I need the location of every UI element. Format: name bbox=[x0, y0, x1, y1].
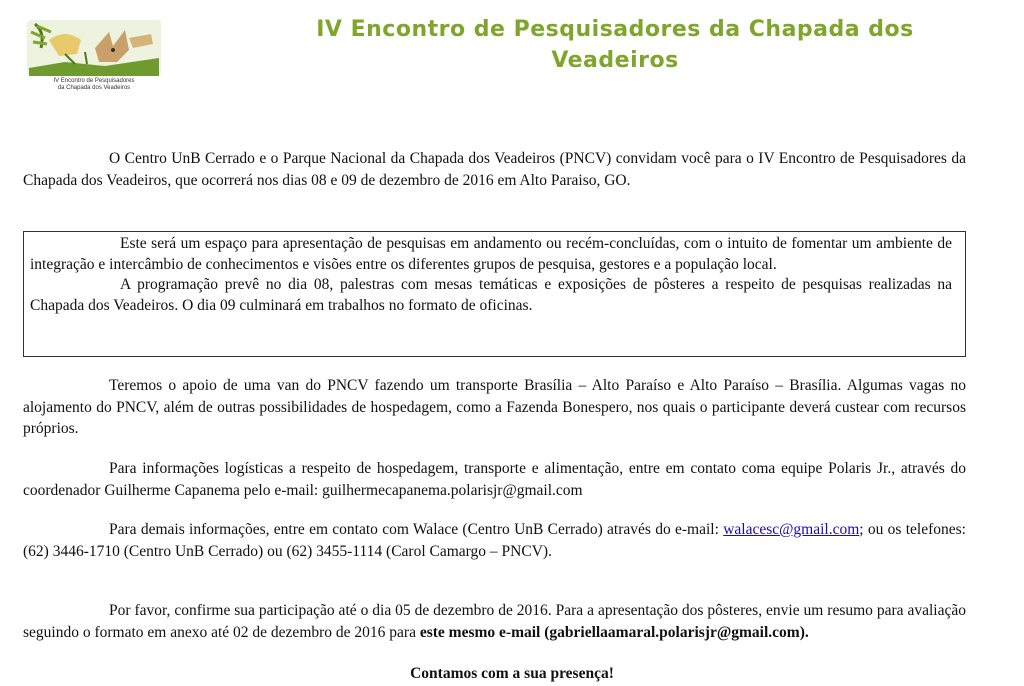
logo-caption-line1: IV Encontro de Pesquisadores bbox=[53, 78, 135, 84]
confirmation-text: Por favor, confirme sua participação até o dia 05 de dezembro de 2016. Para a apresentação dos pôsteres, envie um resumo para avaliação seguindo o formato em anexo até 02 de dezembro de 2016 para bbox=[23, 602, 966, 641]
confirmation-email: este mesmo e-mail (gabriellaamaral.polarisjr@gmail.com). bbox=[419, 623, 809, 641]
page-title bbox=[205, 14, 1024, 76]
transport-paragraph: Teremos o apoio de uma van do PNCV fazendo um transporte Brasília – Alto Paraíso e Alto Paraíso – Brasília. Algumas vagas no alojamento do PNCV, além de outras possibilidades de hospedagem, como a Fazenda Bonespero, nos quais o participante deverá custear com recursos próprios. bbox=[23, 377, 966, 437]
logistics-paragraph: Para informações logísticas a respeito de hospedagem, transporte e alimentação, entre em contato coma equipe Polaris Jr., através do coordenador Guilherme Capanema pelo e-mail: guilhermecapanema.polarisjr@gmail.com bbox=[23, 460, 966, 499]
intro-paragraph: O Centro UnB Cerrado e o Parque Nacional da Chapada dos Veadeiros (PNCV) convidam você para o IV Encontro de Pesquisadores da Chapada dos Veadeiros, que ocorrerá nos dias 08 e 09 de dezembro de 2016 em Alto Paraiso, GO. bbox=[23, 150, 966, 189]
confirmation-paragraph bbox=[23, 600, 966, 643]
email-link[interactable]: walacesc@gmail.com bbox=[723, 521, 860, 538]
contact-paragraph bbox=[23, 519, 966, 562]
contact-text-after: ; ou os telefones: (62) 3446-1710 (Centro UnB Cerrado) ou (62) 3455-1114 (Carol Camargo – PNCV). bbox=[23, 521, 966, 560]
logo-caption bbox=[25, 78, 163, 92]
title-line1: IV Encontro de Pesquisadores da Chapada dos bbox=[316, 17, 914, 42]
logo-caption-line2: da Chapada dos Veadeiros bbox=[57, 85, 131, 91]
closing-line: Contamos com a sua presença! bbox=[410, 665, 614, 682]
contact-text-before: Para demais informações, entre em contato com Walace (Centro UnB Cerrado) através do e-mail: bbox=[109, 521, 724, 538]
title-line2: Veadeiros bbox=[551, 48, 679, 73]
program-box bbox=[23, 231, 966, 357]
box-paragraph-1: Este será um espaço para apresentação de pesquisas em andamento ou recém-concluídas, com o intuito de fomentar um ambiente de integração e intercâmbio de conhecimentos e visões entre os diferentes grupos de pesquisa, gestores e a população local. bbox=[30, 235, 952, 273]
box-paragraph-2: A programação prevê no dia 08, palestras com mesas temáticas e exposições de pôsteres a respeito de pesquisas realizadas na Chapada dos Veadeiros. O dia 09 culminará em trabalhos no formato de oficinas. bbox=[30, 276, 952, 314]
